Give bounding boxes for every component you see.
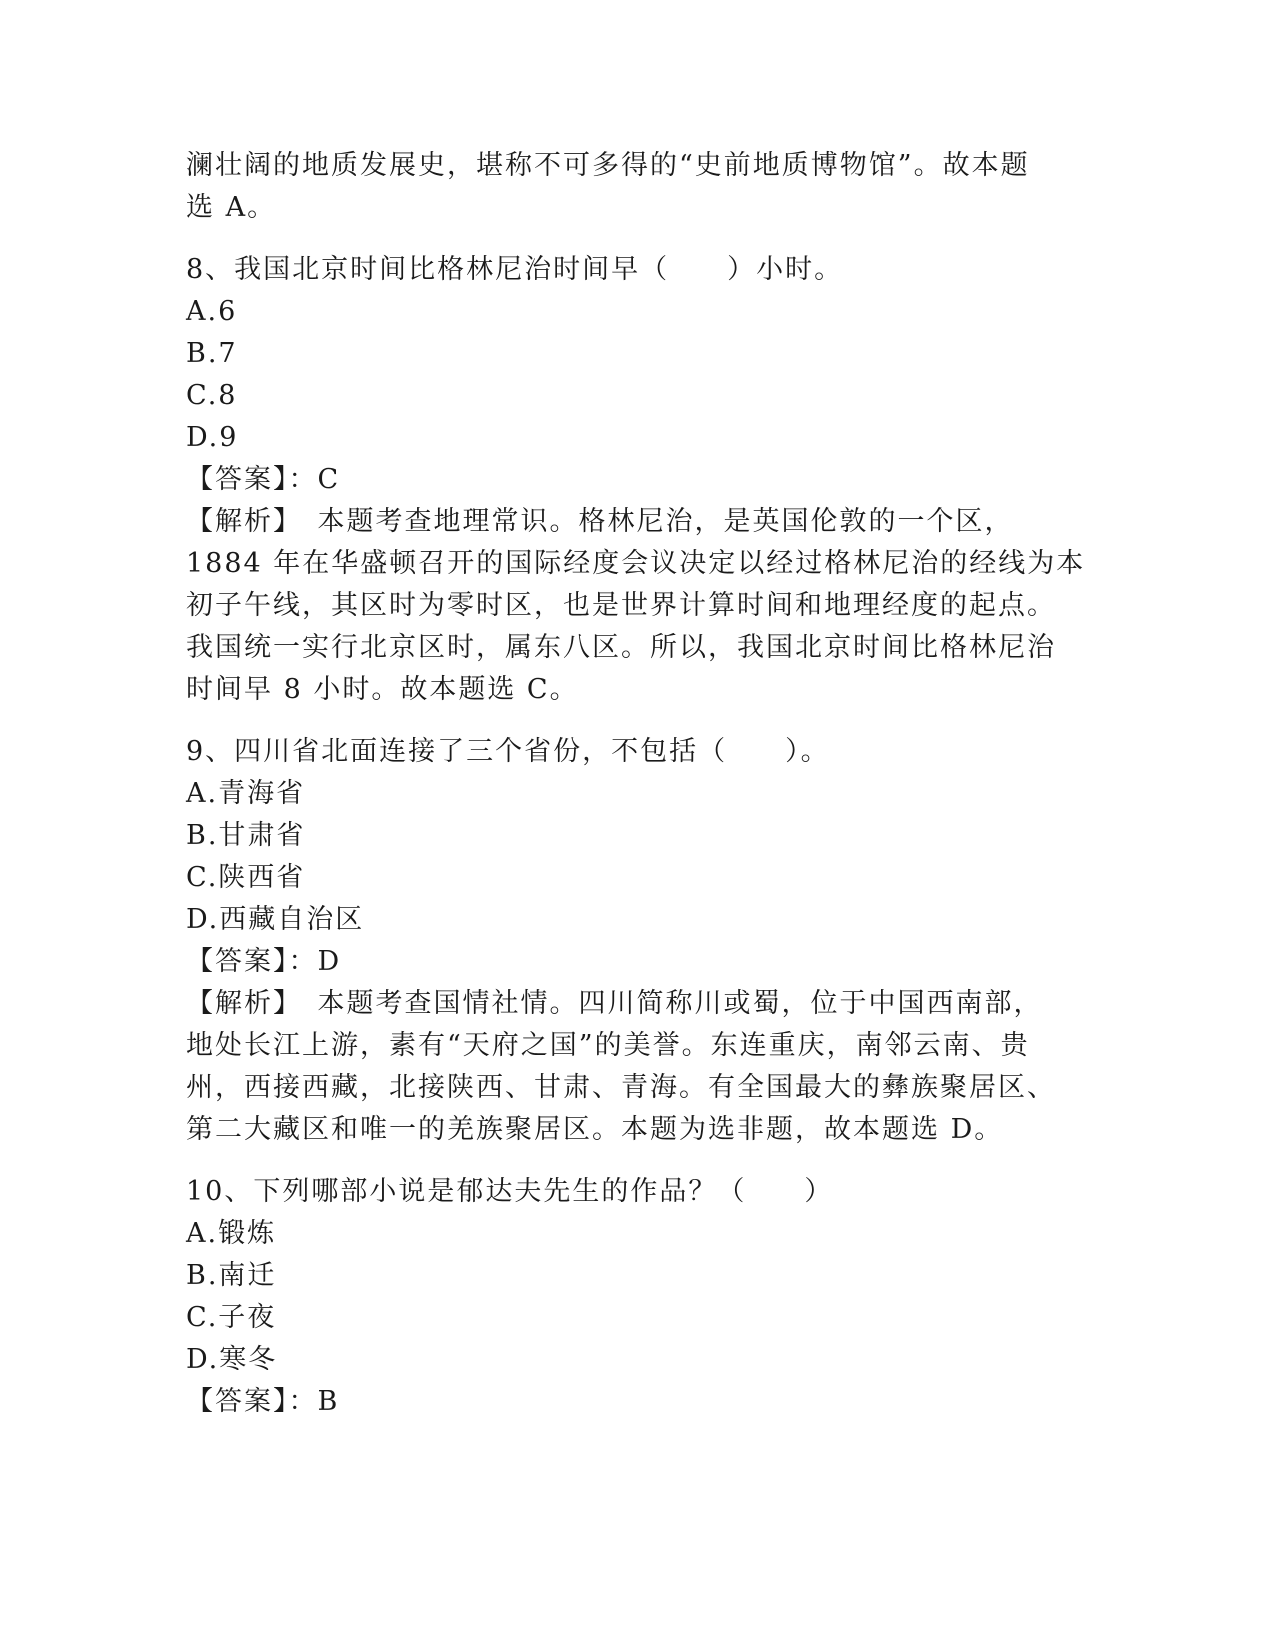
answer-line: 【答案】：C (186, 464, 341, 495)
answer-line: 【答案】：B (186, 1386, 340, 1417)
text-line: 澜壮阔的地质发展史，堪称不可多得的“史前地质博物馆”。故本题 (186, 150, 1030, 181)
option-c: C.8 (186, 380, 238, 411)
analysis-line: 州，西接西藏，北接陕西、甘肃、青海。有全国最大的彝族聚居区、 (186, 1072, 1056, 1103)
analysis-line: 我国统一实行北京区时，属东八区。所以，我国北京时间比格林尼治 (186, 632, 1056, 663)
question-stem: 10、下列哪部小说是郁达夫先生的作品？（ ） (186, 1176, 834, 1207)
question-9 (186, 731, 1086, 1151)
previous-analysis-continuation (186, 145, 1086, 229)
option-a: A.锻炼 (186, 1218, 277, 1249)
question-stem: 8、我国北京时间比格林尼治时间早（ ）小时。 (186, 254, 844, 285)
question-stem: 9、四川省北面连接了三个省份，不包括（ ）。 (186, 736, 830, 767)
analysis-line: 【解析】 本题考查地理常识。格林尼治，是英国伦敦的一个区， (186, 506, 1014, 537)
analysis-line: 初子午线，其区时为零时区，也是世界计算时间和地理经度的起点。 (186, 590, 1056, 621)
option-c: C.陕西省 (186, 862, 306, 893)
text-line: 选 A。 (186, 192, 277, 223)
question-8 (186, 249, 1086, 711)
analysis-line: 地处长江上游，素有“天府之国”的美誉。东连重庆，南邻云南、贵 (186, 1030, 1030, 1061)
analysis-line: 时间早 8 小时。故本题选 C。 (186, 674, 579, 705)
analysis-block (186, 501, 1086, 711)
analysis-line: 第二大藏区和唯一的羌族聚居区。本题为选非题，故本题选 D。 (186, 1114, 1004, 1145)
answer-line: 【答案】：D (186, 946, 342, 977)
option-b: B.7 (186, 338, 238, 369)
option-b: B.南迁 (186, 1260, 277, 1291)
analysis-line: 1884 年在华盛顿召开的国际经度会议决定以经过格林尼治的经线为本 (186, 548, 1086, 579)
option-d: D.西藏自治区 (186, 904, 365, 935)
analysis-block (186, 983, 1086, 1151)
option-a: A.青海省 (186, 778, 306, 809)
option-a: A.6 (186, 296, 238, 327)
question-10 (186, 1171, 1086, 1423)
analysis-line: 【解析】 本题考查国情社情。四川简称川或蜀，位于中国西南部， (186, 988, 1043, 1019)
document-page (186, 145, 1086, 1423)
option-d: D.9 (186, 422, 239, 453)
option-b: B.甘肃省 (186, 820, 306, 851)
option-d: D.寒冬 (186, 1344, 278, 1375)
option-c: C.子夜 (186, 1302, 277, 1333)
